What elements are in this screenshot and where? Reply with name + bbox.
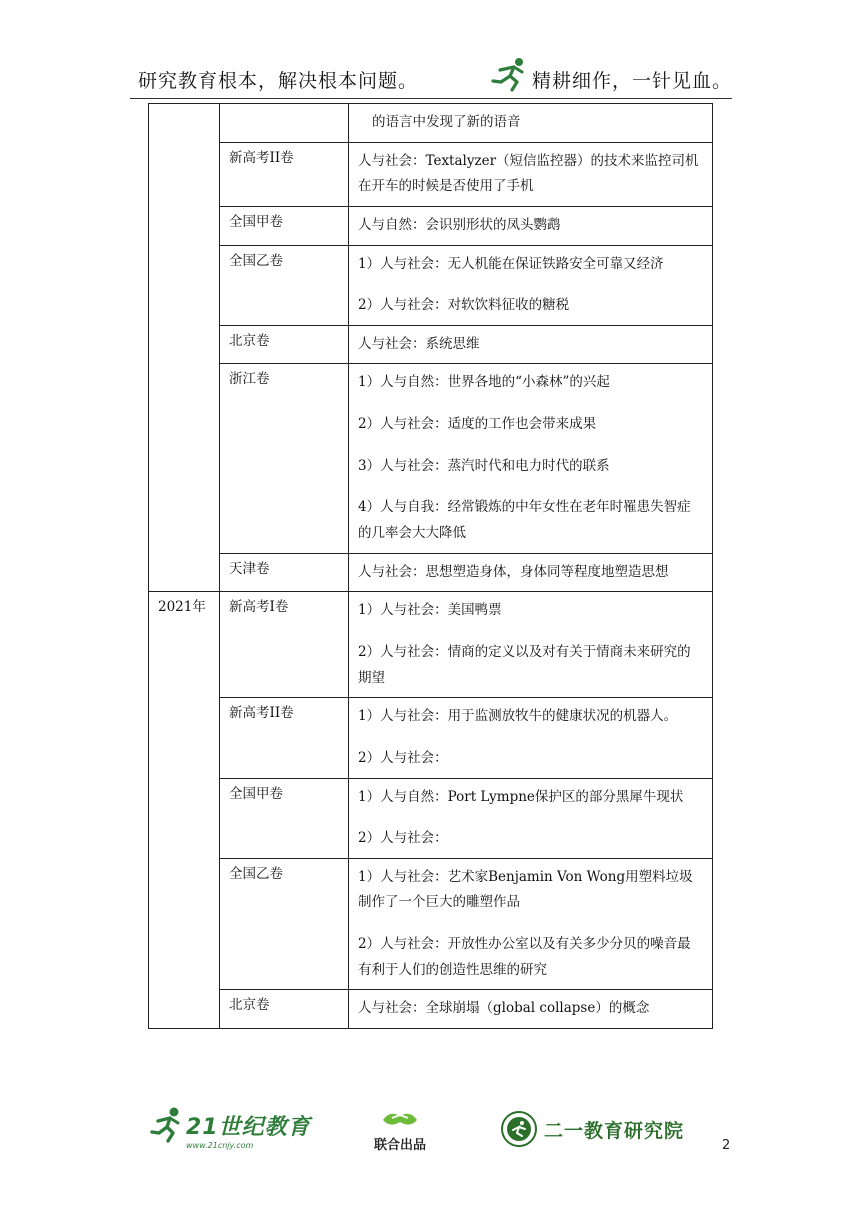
paper-cell: 新高考II卷: [220, 698, 349, 778]
page-header: [130, 58, 732, 99]
paper-cell: 浙江卷: [220, 364, 349, 553]
table-row: [149, 778, 713, 858]
page-number: 2: [722, 1138, 731, 1153]
header-slogan-left: 研究教育根本，解决根本问题。: [138, 70, 419, 92]
topic-item: 2）人与社会：对软饮料征收的糖税: [358, 297, 570, 314]
runner-icon: [150, 1106, 184, 1144]
logo2-text: 联合出品: [374, 1138, 427, 1153]
table-row: [149, 104, 713, 143]
table-row: [149, 698, 713, 778]
year-cell: [149, 104, 220, 592]
topic-item: 1）人与社会：艺术家Benjamin Von Wong用塑料垃圾制作了一个巨大的雕塑作品: [358, 868, 693, 911]
logo-21-education-institute: [500, 1110, 684, 1148]
logo1-text: 21世纪教育: [186, 1115, 311, 1140]
header-slogan-right-group: [490, 66, 732, 93]
topic-cell: [349, 245, 713, 325]
topic-item: 人与社会：系统思维: [358, 335, 480, 352]
table-row: [149, 592, 713, 698]
topic-cell: [349, 104, 713, 143]
topic-cell: [349, 206, 713, 245]
topic-item: 2）人与社会：情商的定义以及对有关于情商未来研究的期望: [358, 643, 691, 686]
year-cell: 2021年: [149, 592, 220, 1029]
topic-item: 人与自然：会识别形状的凤头鹦鹉: [358, 216, 561, 233]
paper-cell: 北京卷: [220, 325, 349, 364]
paper-cell: 新高考II卷: [220, 142, 349, 206]
logo1-url: www.21cnjy.com: [186, 1141, 254, 1150]
topic-cell: [349, 858, 713, 990]
paper-cell: 全国乙卷: [220, 858, 349, 990]
topic-item: 1）人与自然：Port Lympne保护区的部分黑犀牛现状: [358, 788, 684, 805]
page-footer: [0, 1100, 860, 1160]
logo3-text: 二一教育研究院: [544, 1119, 685, 1142]
topic-item: 人与社会：Textalyzer（短信监控器）的技术来监控司机在开车的时候是否使用了手机: [358, 152, 699, 195]
table-row: [149, 990, 713, 1029]
topic-item: 2）人与社会：开放性办公室以及有关多少分贝的噪音最有利于人们的创造性思维的研究: [358, 936, 691, 978]
topic-cell: [349, 142, 713, 206]
topic-item: 人与社会：思想塑造身体，身体同等程度地塑造思想: [358, 563, 669, 580]
topic-cell: [349, 698, 713, 778]
topic-item: 4）人与自我：经常锻炼的中年女性在老年时罹患失智症的几率会大大降低: [358, 499, 691, 542]
topic-item: 2）人与社会：适度的工作也会带来成果: [358, 416, 597, 433]
exam-topics-table: [148, 103, 713, 1029]
logo-joint-production: [374, 1106, 426, 1153]
topic-item: 的语言中发现了新的语音: [372, 114, 521, 130]
paper-cell: 全国甲卷: [220, 206, 349, 245]
topic-item: 人与社会：全球崩塌（global collapse）的概念: [358, 1000, 650, 1017]
runner-icon: [490, 56, 530, 92]
table-row: [149, 553, 713, 592]
paper-cell: [220, 104, 349, 143]
topic-cell: [349, 325, 713, 364]
paper-cell: 北京卷: [220, 990, 349, 1029]
table-row: [149, 206, 713, 245]
topic-item: 1）人与社会：美国鸭票: [358, 602, 502, 619]
paper-cell: 天津卷: [220, 553, 349, 592]
table-row: [149, 245, 713, 325]
table-row: [149, 364, 713, 553]
topic-item: 2）人与社会：: [358, 830, 448, 847]
topic-cell: [349, 778, 713, 858]
topic-cell: [349, 990, 713, 1029]
topic-cell: [349, 364, 713, 553]
header-slogan-right: 精耕细作，一针见血。: [531, 70, 732, 92]
paper-cell: 全国甲卷: [220, 778, 349, 858]
topic-item: 1）人与社会：用于监测放牧牛的健康状况的机器人。: [358, 708, 678, 725]
table-row: [149, 142, 713, 206]
topic-item: 1）人与社会：无人机能在保证铁路安全可靠又经济: [358, 255, 664, 272]
logo-21cnjy: [150, 1106, 311, 1150]
topic-item: 3）人与社会：蒸汽时代和电力时代的联系: [358, 457, 610, 474]
handshake-icon: [380, 1106, 420, 1130]
topic-item: 2）人与社会：: [358, 749, 448, 766]
topic-cell: [349, 553, 713, 592]
table-row: [149, 325, 713, 364]
topic-cell: [349, 592, 713, 698]
table-row: [149, 858, 713, 990]
seal-icon: [500, 1110, 538, 1148]
paper-cell: 新高考I卷: [220, 592, 349, 698]
paper-cell: 全国乙卷: [220, 245, 349, 325]
topic-item: 1）人与自然：世界各地的“小森林”的兴起: [358, 374, 610, 391]
